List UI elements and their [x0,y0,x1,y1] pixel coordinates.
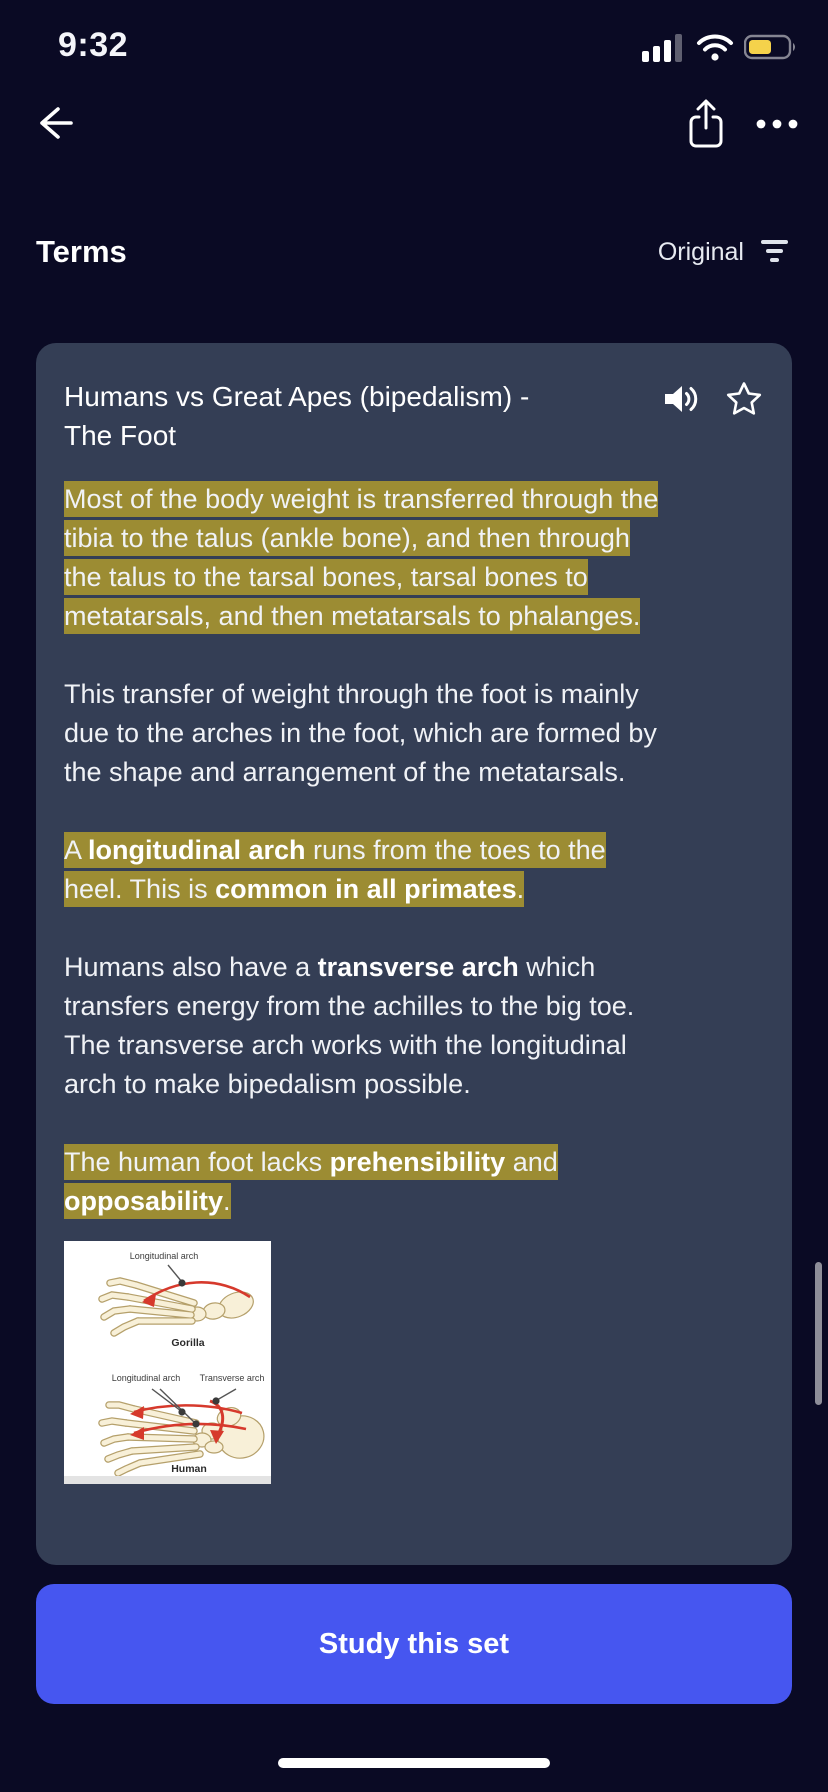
home-indicator[interactable] [278,1758,550,1768]
term-paragraph [64,1143,662,1221]
human-transverse-arch-label: Transverse arch [199,1373,265,1383]
foot-diagram-drawing [64,1241,271,1484]
cellular-signal-icon [642,32,686,67]
scrollbar-thumb[interactable] [815,1262,822,1405]
term-text-segment: opposability [64,1183,223,1219]
term-paragraph [64,831,662,909]
audio-button[interactable] [660,379,700,422]
term-text-segment: Most of the body weight is transferred through the tibia to the talus (ankle bone), and then through the talus to the tarsal bones, tarsal bones to metatarsals, and then metatarsals to phalanges. [64,481,658,634]
term-paragraph [64,948,662,1104]
term-paragraph [64,480,662,636]
star-button[interactable] [724,379,764,422]
term-text-segment: and [505,1144,558,1180]
speaker-icon [660,379,700,422]
foot-arches-image[interactable] [64,1241,271,1484]
human-caption: Human [171,1463,207,1475]
term-text-segment: . [223,1183,231,1219]
battery-icon [744,33,800,66]
share-button[interactable] [686,98,726,153]
more-options-button[interactable] [754,117,800,134]
term-title: Humans vs Great Apes (bipedalism) - The Foot [64,381,530,451]
term-text-segment: A [64,832,88,868]
share-icon [686,98,726,153]
term-text-segment: Humans also have a [64,952,318,982]
gorilla-caption: Gorilla [171,1337,205,1349]
status-time: 9:32 [58,26,129,64]
terms-header [36,234,798,270]
term-text-segment: prehensibility [330,1144,506,1180]
terms-section-title: Terms [36,234,127,269]
term-text-segment: . [517,871,525,907]
sort-order-label: Original [657,237,744,266]
back-arrow-icon [31,100,77,149]
back-button[interactable] [30,100,78,148]
human-longitudinal-arch-label: Longitudinal arch [111,1373,181,1383]
term-definition [64,480,662,1221]
wifi-icon [696,33,734,66]
term-card[interactable] [36,343,792,1565]
gorilla-arch-label: Longitudinal arch [129,1251,199,1261]
term-text-segment: This transfer of weight through the foot is mainly due to the arches in the foot, which are formed by the shape and arrangement of the metatarsals. [64,679,657,787]
term-text-segment: which transfers energy from the achilles to the big toe. The transverse arch works with the longitudinal arch to make bipedalism possible. [64,952,635,1099]
sort-order-button[interactable] [652,236,798,269]
status-icons [642,32,800,67]
study-this-set-button[interactable]: Study this set [36,1584,792,1704]
term-text-segment: common in all primates [215,871,517,907]
sort-filter-icon [756,237,792,268]
term-text-segment: runs from the toes to the heel. This is [64,832,606,907]
term-text-segment: The human foot lacks [64,1144,330,1180]
term-paragraph [64,675,662,792]
term-text-segment: transverse arch [317,952,519,982]
star-icon [724,379,764,422]
ellipsis-icon [754,117,800,134]
term-text-segment: longitudinal arch [88,832,306,868]
